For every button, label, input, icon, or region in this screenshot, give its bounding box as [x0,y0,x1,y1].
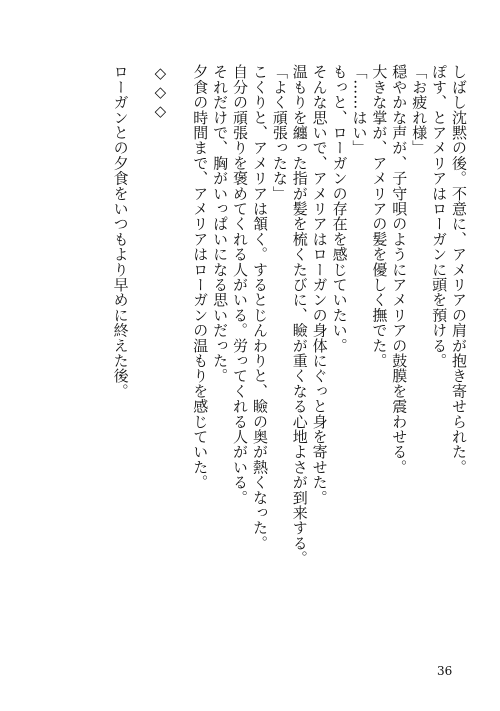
text-line: もっと、ローガンの存在を感じていたい。 [330,64,349,353]
dialogue-line: 「……はい」 [350,64,369,156]
text-line: 大きな掌が、アメリアの髪を優しく撫でた。 [370,64,389,368]
text-line: ぽす、とアメリアはローガンに頭を預ける。 [430,64,449,368]
text-line: しばし沈黙の後。不意に、アメリアの肩が抱き寄せられた。 [450,64,468,475]
text-line: 自分の頑張りを褒めてくれる人がいる。労ってくれる人がいる。 [231,64,250,505]
dialogue-line: 「お疲れ様」 [410,64,429,156]
page-number: 36 [437,664,453,678]
dialogue-line: 「よく頑張ったな」 [270,64,289,201]
text-line: そんな思いで、アメリアはローガンの身体にぐっと身を寄せた。 [310,64,329,505]
text-line: 夕食の時間まで、アメリアはローガンの温もりを感じていた。 [191,64,210,490]
text-line: 穏やかな声が、子守唄のようにアメリアの鼓膜を震わせる。 [390,64,409,475]
body-text [110,64,468,566]
line-spacer [130,64,150,504]
text-line: 温もりを纏った指が髪を梳くたびに、瞼が重くなる心地よさが到来する。 [290,64,309,566]
text-line: それだけで、胸がいっぱいになる思いだった。 [211,64,230,384]
text-line: こくりと、アメリアは頷く。するとじんわりと、瞼の奥が熱くなった。 [250,64,269,551]
line-spacer [169,64,189,504]
scene-break: ◇◇◇ [151,64,170,121]
text-line: ローガンとの夕食をいつもより早めに終えた後。 [111,64,130,399]
